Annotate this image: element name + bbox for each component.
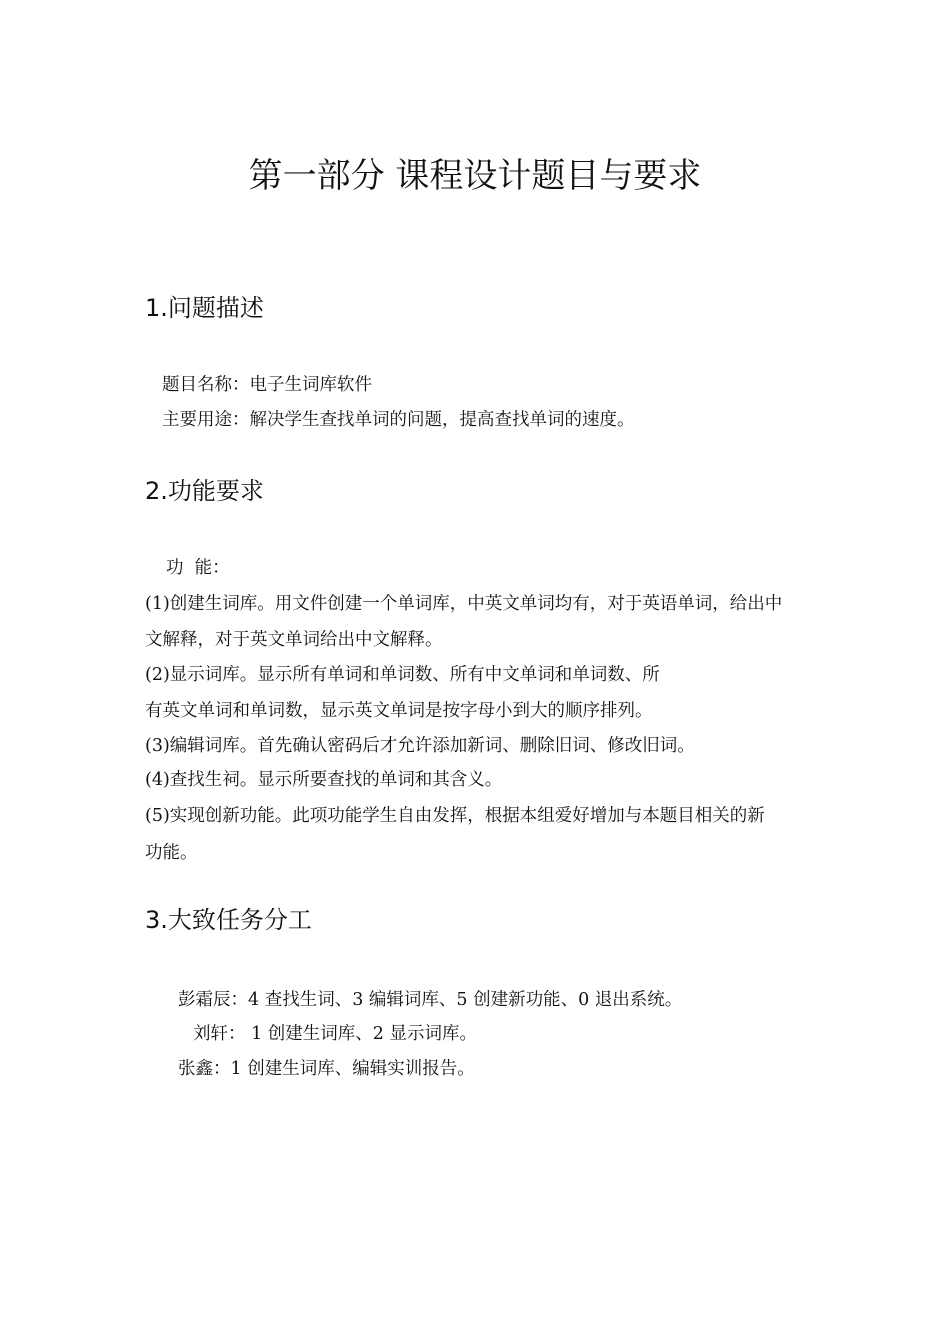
paragraph-line: 功能。 (145, 843, 198, 863)
section-heading-problem: 1.问题描述 (145, 294, 264, 322)
paragraph-line: 文解释，对于英文单词给出中文解释。 (145, 630, 443, 650)
paragraph-line: 彭霜辰：4 查找生词、3 编辑词库、5 创建新功能、0 退出系统。 (178, 990, 683, 1010)
paragraph-line: 刘轩： 1 创建生词库、2 显示词库。 (193, 1024, 477, 1044)
paragraph-line: (5)实现创新功能。此项功能学生自由发挥，根据本组爱好增加与本题目相关的新 (145, 806, 765, 826)
paragraph-line: 功 能： (166, 558, 230, 578)
paragraph-line: 题目名称：电子生词库软件 (162, 375, 372, 395)
section-heading-requirements: 2.功能要求 (145, 477, 264, 505)
paragraph-line: 有英文单词和单词数，显示英文单词是按字母小到大的顺序排列。 (145, 701, 653, 721)
paragraph-line: (4)查找生祠。显示所要查找的单词和其含义。 (145, 770, 503, 790)
paragraph-line: 张鑫：1 创建生词库、编辑实训报告。 (178, 1059, 475, 1079)
page-title: 第一部分 课程设计题目与要求 (248, 156, 702, 196)
paragraph-line: (2)显示词库。显示所有单词和单词数、所有中文单词和单词数、所 (145, 665, 660, 685)
section-heading-task-division: 3.大致任务分工 (145, 906, 312, 934)
paragraph-line: (3)编辑词库。首先确认密码后才允许添加新词、删除旧词、修改旧词。 (145, 736, 695, 756)
paragraph-line: 主要用途：解决学生查找单词的问题，提高查找单词的速度。 (162, 410, 635, 430)
paragraph-line: (1)创建生词库。用文件创建一个单词库，中英文单词均有，对于英语单词，给出中 (145, 594, 783, 614)
